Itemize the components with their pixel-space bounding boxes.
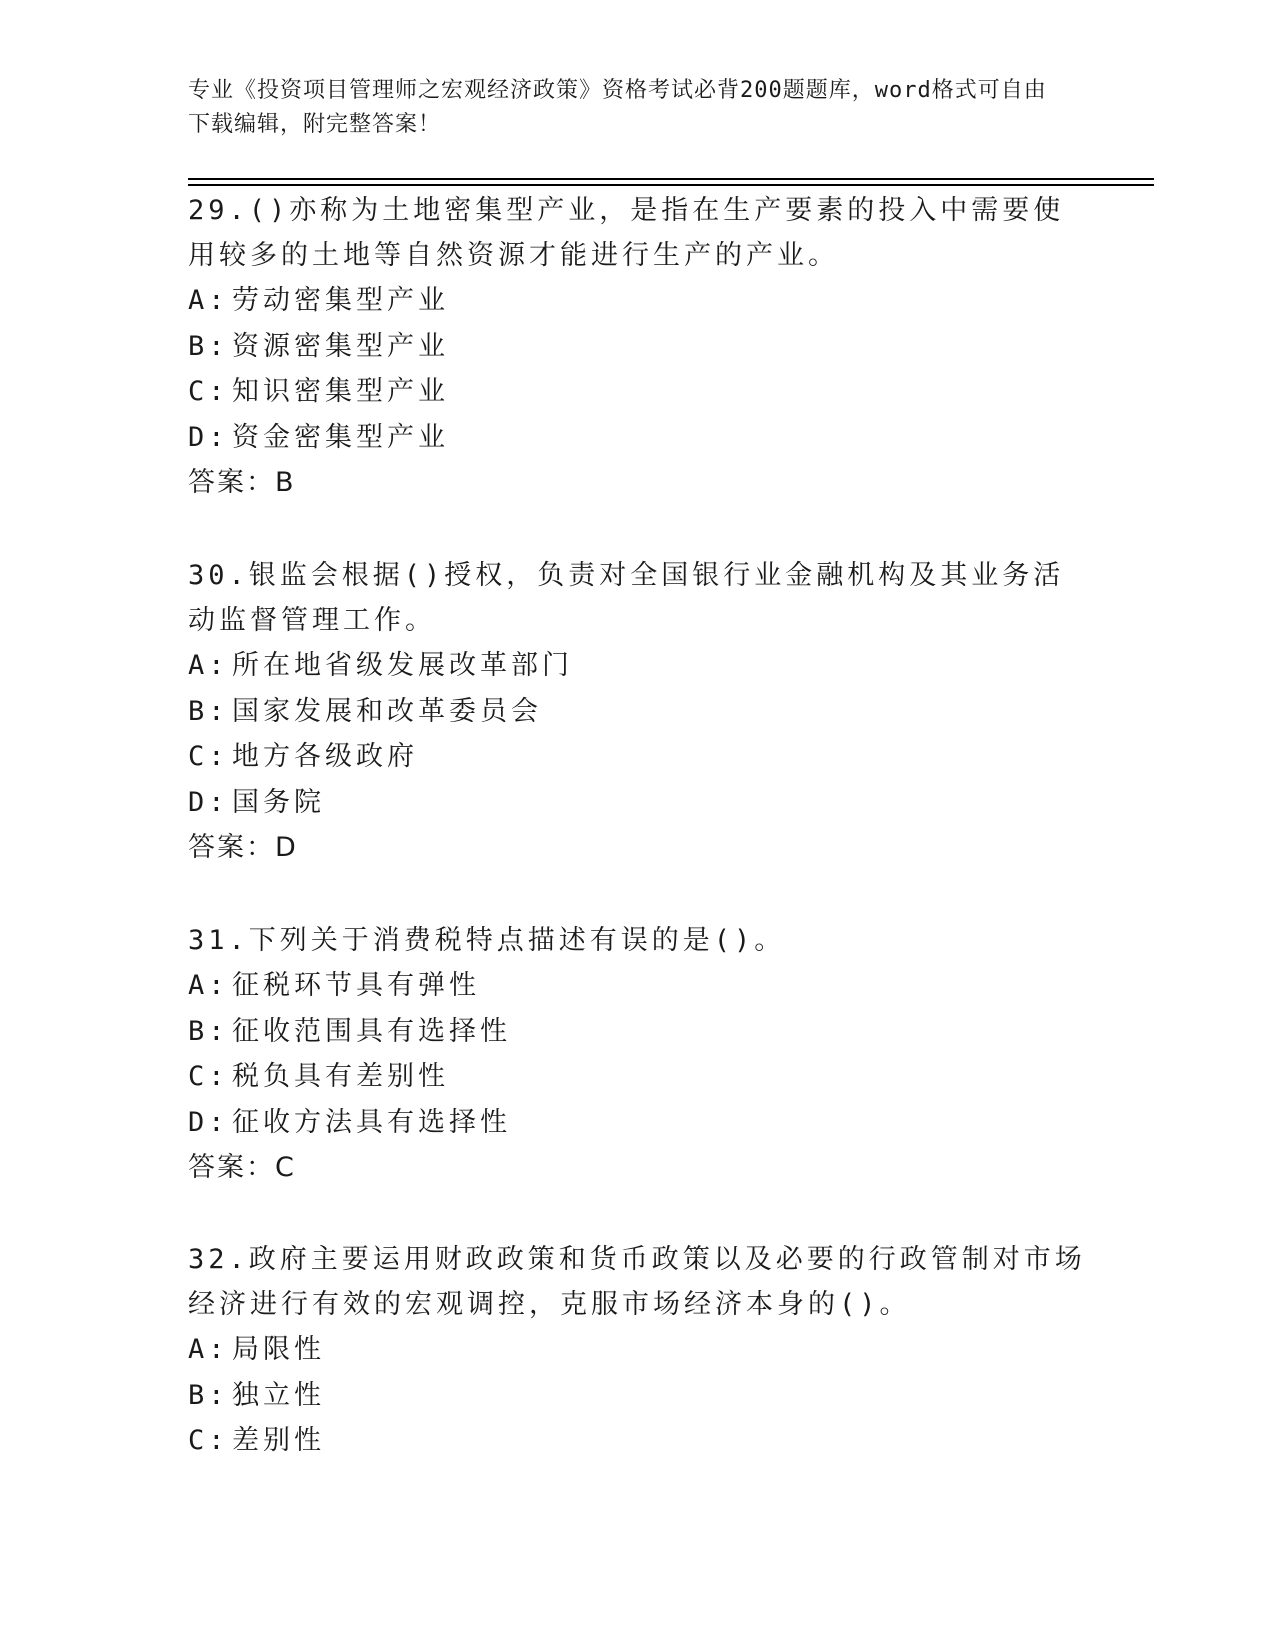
question-stem: 32.政府主要运用财政政策和货币政策以及必要的行政管制对市场经济进行有效的宏观调控，克服市场经济本身的()。 xyxy=(188,1244,1086,1320)
option-a xyxy=(188,1327,1088,1373)
option-key: B: xyxy=(188,1379,229,1411)
option-key: D: xyxy=(188,421,229,453)
option-key: D: xyxy=(188,1106,229,1138)
option-key: B: xyxy=(188,1015,229,1047)
option-key: C: xyxy=(188,1061,229,1092)
option-key: A: xyxy=(188,1334,229,1365)
option-text: 国务院 xyxy=(232,786,325,818)
option-key: A: xyxy=(188,970,229,1001)
document-intro: 专业《投资项目管理师之宏观经济政策》资格考试必背200题题库，word格式可自由下载编辑，附完整答案！ xyxy=(188,78,1047,137)
option-key: A: xyxy=(188,285,229,316)
option-key: B: xyxy=(188,330,229,362)
option-text: 征收范围具有选择性 xyxy=(232,1015,511,1047)
option-key: C: xyxy=(188,1425,229,1456)
header-divider-bottom xyxy=(188,184,1154,186)
answer-line: 答案：C xyxy=(188,1152,296,1183)
option-d xyxy=(188,1100,1088,1146)
option-text: 税负具有差别性 xyxy=(232,1061,449,1092)
header-divider-top xyxy=(188,178,1154,180)
option-d xyxy=(188,780,1088,826)
option-c xyxy=(188,1418,1088,1464)
question-stem: 29.()亦称为土地密集型产业，是指在生产要素的投入中需要使用较多的土地等自然资源才能进行生产的产业。 xyxy=(188,195,1065,271)
option-text: 所在地省级发展改革部门 xyxy=(232,650,573,681)
option-text: 地方各级政府 xyxy=(232,741,418,772)
option-text: 征收方法具有选择性 xyxy=(232,1106,511,1138)
option-text: 资源密集型产业 xyxy=(232,330,449,362)
answer-line: 答案：D xyxy=(188,832,298,863)
option-key: B: xyxy=(188,695,229,727)
option-text: 国家发展和改革委员会 xyxy=(232,695,542,727)
option-c xyxy=(188,734,1088,780)
option-text: 知识密集型产业 xyxy=(232,376,449,407)
question-stem: 31.下列关于消费税特点描述有误的是()。 xyxy=(188,925,786,956)
option-text: 资金密集型产业 xyxy=(232,421,449,453)
option-b xyxy=(188,1373,1088,1419)
question-stem: 30.银监会根据()授权，负责对全国银行业金融机构及其业务活动监督管理工作。 xyxy=(188,560,1065,636)
option-b xyxy=(188,689,1088,735)
option-key: C: xyxy=(188,741,229,772)
option-a xyxy=(188,278,1088,324)
question-31 xyxy=(188,918,1088,1191)
option-key: C: xyxy=(188,376,229,407)
option-key: A: xyxy=(188,650,229,681)
option-text: 差别性 xyxy=(232,1425,325,1456)
question-30 xyxy=(188,553,1088,871)
question-29 xyxy=(188,188,1088,506)
option-a xyxy=(188,963,1088,1009)
option-b xyxy=(188,1009,1088,1055)
option-c xyxy=(188,1054,1088,1100)
option-key: D: xyxy=(188,786,229,818)
option-text: 独立性 xyxy=(232,1379,325,1411)
option-text: 征税环节具有弹性 xyxy=(232,970,480,1001)
option-text: 局限性 xyxy=(232,1334,325,1365)
option-text: 劳动密集型产业 xyxy=(232,285,449,316)
option-c xyxy=(188,369,1088,415)
option-a xyxy=(188,643,1088,689)
option-b xyxy=(188,324,1088,370)
answer-line: 答案：B xyxy=(188,467,296,498)
option-d xyxy=(188,415,1088,461)
question-32 xyxy=(188,1237,1088,1464)
